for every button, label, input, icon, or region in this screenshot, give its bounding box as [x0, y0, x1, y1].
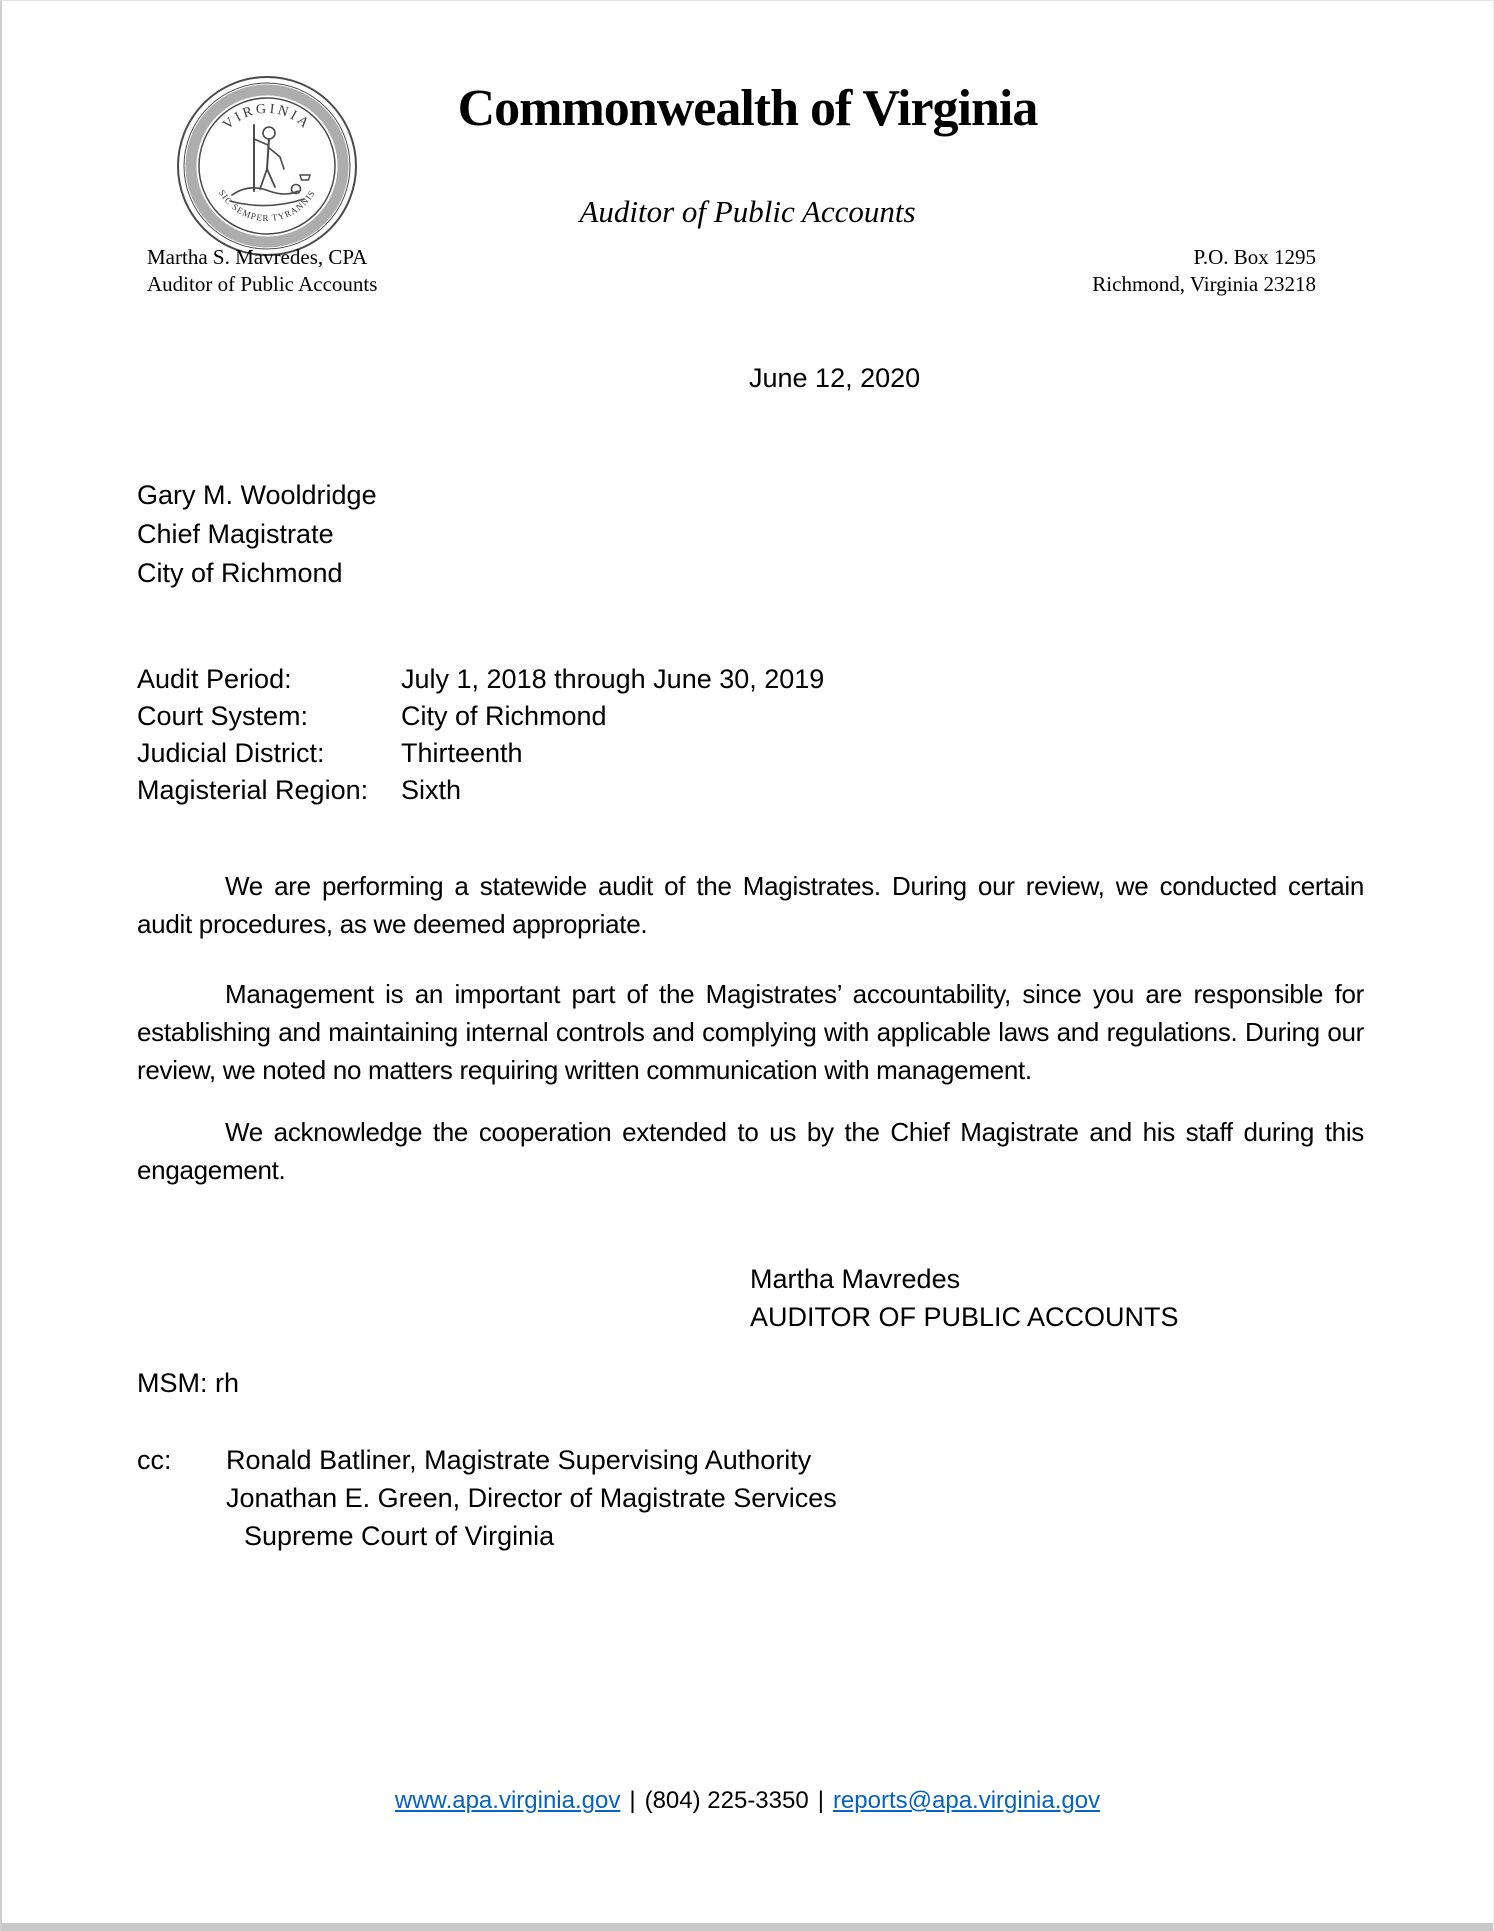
cc-block	[137, 1441, 837, 1555]
audit-details-block	[137, 661, 824, 809]
officer-name: Martha S. Mavredes, CPA	[147, 245, 368, 269]
audit-period-value: July 1, 2018 through June 30, 2019	[401, 664, 825, 694]
court-system-row	[137, 698, 824, 735]
judicial-district-label: Judicial District:	[137, 738, 325, 768]
signer-name: Martha Mavredes	[750, 1264, 961, 1294]
magisterial-region-label: Magisterial Region:	[137, 775, 369, 805]
cc-list	[226, 1441, 837, 1555]
recipient-name: Gary M. Wooldridge	[137, 480, 377, 510]
body-paragraph-2: Management is an important part of the Magistrates’ accountability, since you are responsible for establishing and maintaining internal controls and complying with applicable laws and regulations. During our review, we noted no matters requiring written communication with management.	[137, 979, 1364, 1085]
signature-block	[750, 1260, 1179, 1336]
website-link[interactable]: www.apa.virginia.gov	[394, 1787, 621, 1814]
email-link[interactable]: reports@apa.virginia.gov	[832, 1787, 1101, 1814]
judicial-district-value: Thirteenth	[401, 738, 523, 768]
body-paragraph-1: We are performing a statewide audit of the Magistrates. During our review, we conducted certain audit procedures, as we deemed appropriate.	[137, 871, 1364, 939]
recipient-title: Chief Magistrate	[137, 519, 334, 549]
letterhead-title: Commonwealth of Virginia	[457, 80, 1038, 137]
letter-date: June 12, 2020	[749, 363, 921, 393]
svg-text:SIC SEMPER TYRANNIS: SIC SEMPER TYRANNIS	[216, 188, 318, 224]
cc-item: Supreme Court of Virginia	[244, 1521, 555, 1551]
phone-number: (804) 225-3350	[644, 1787, 809, 1814]
letterhead-subtitle: Auditor of Public Accounts	[579, 194, 916, 229]
judicial-district-row	[137, 735, 824, 772]
svg-text:VIRGINIA: VIRGINIA	[220, 101, 314, 133]
footer-separator: |	[629, 1787, 636, 1814]
court-system-label: Court System:	[137, 701, 309, 731]
audit-period-row	[137, 661, 824, 698]
footer-contact-line	[2, 1787, 1493, 1815]
cc-item: Jonathan E. Green, Director of Magistrate Services	[226, 1483, 837, 1513]
body-paragraph-3: We acknowledge the cooperation extended to us by the Chief Magistrate and his staff during this engagement.	[137, 1117, 1364, 1185]
court-system-value: City of Richmond	[401, 701, 607, 731]
audit-period-label: Audit Period:	[137, 664, 292, 694]
page-bottom-edge	[2, 1923, 1493, 1931]
recipient-block	[137, 476, 377, 593]
recipient-organization: City of Richmond	[137, 558, 343, 588]
footer-separator: |	[817, 1787, 824, 1814]
officer-block	[147, 244, 377, 298]
cc-label: cc:	[137, 1445, 172, 1475]
return-address-block	[1092, 244, 1316, 298]
officer-title: Auditor of Public Accounts	[147, 272, 378, 296]
po-box: P.O. Box 1295	[1193, 245, 1316, 269]
city-state-zip: Richmond, Virginia 23218	[1092, 272, 1316, 296]
signer-title: AUDITOR OF PUBLIC ACCOUNTS	[750, 1302, 1179, 1332]
cc-item: Ronald Batliner, Magistrate Supervising Authority	[226, 1445, 812, 1475]
magisterial-region-value: Sixth	[401, 775, 462, 805]
reference-initials: MSM: rh	[137, 1368, 240, 1398]
magisterial-region-row	[137, 772, 824, 809]
